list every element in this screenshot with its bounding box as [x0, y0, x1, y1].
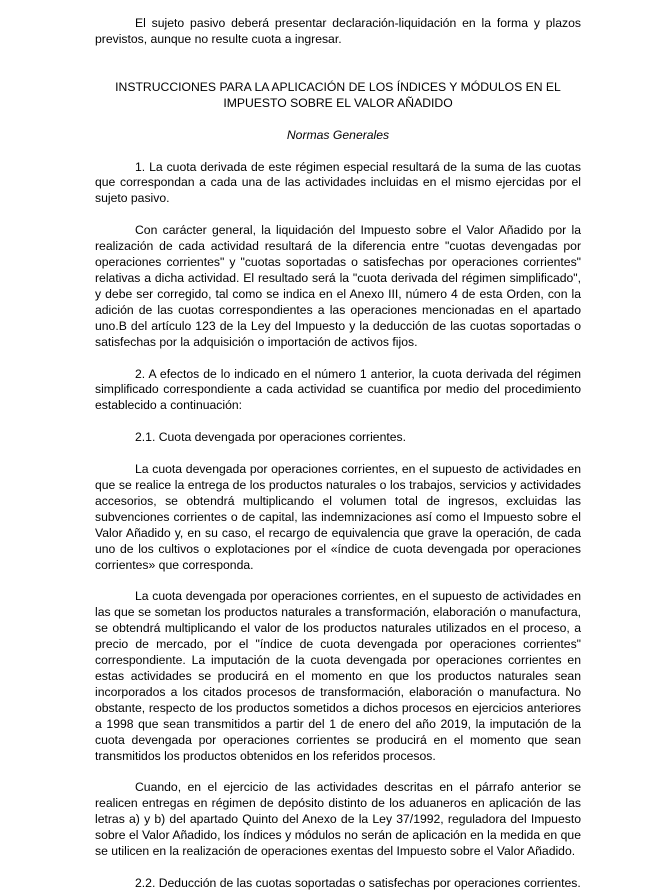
- section-subtitle: Normas Generales: [286, 127, 390, 142]
- document-page: [95, 16, 581, 892]
- paragraph-2: Con carácter general, la liquidación del Impuesto sobre el Valor Añadido por la realización de cada actividad resultará de la diferencia entre "cuotas devengadas por operaciones corrientes" y "cuotas soportadas o satisfechas por operaciones corrientes" relativas a dicha actividad. El resultado será la "cuota derivada del régimen simplificado", y debe ser corregido, tal como se indica en el Anexo III, número 4 de esta Orden, con la adición de las cuotas correspondientes a las operaciones mencionadas en el apartado uno.B del artículo 123 de la Ley del Impuesto y la deducción de las cuotas soportadas o satisfechas por la adquisición o importación de activos fijos.: [95, 223, 581, 349]
- section-title: INSTRUCCIONES PARA LA APLICACIÓN DE LOS ÍNDICES Y MÓDULOS EN EL IMPUESTO SOBRE EL VALOR AÑADIDO: [115, 79, 561, 110]
- heading-2-1: 2.1. Cuota devengada por operaciones corrientes.: [135, 430, 407, 445]
- intro-paragraph: El sujeto pasivo deberá presentar declaración-liquidación en la forma y plazos previstos, aunque no resulte cuota a ingresar.: [95, 16, 581, 46]
- paragraph-3: 2. A efectos de lo indicado en el número 1 anterior, la cuota derivada del régimen simplificado correspondiente a cada actividad se cuantifica por medio del procedimiento establecido a continuación:: [95, 366, 581, 413]
- paragraph-6: Cuando, en el ejercicio de las actividades descritas en el párrafo anterior se realicen entregas en régimen de depósito distinto de los aduaneros en aplicación de las letras a) y b) del apartado Quinto del Anexo de la Ley 37/1992, reguladora del Impuesto sobre el Valor Añadido, los índices y módulos no serán de aplicación en la medida en que se utilicen en la realización de operaciones exentas del Impuesto sobre el Valor Añadido.: [95, 780, 581, 859]
- paragraph-1: 1. La cuota derivada de este régimen especial resultará de la suma de las cuotas que correspondan a cada una de las actividades incluidas en el mismo ejercidas por el sujeto pasivo.: [95, 159, 581, 206]
- paragraph-4: La cuota devengada por operaciones corrientes, en el supuesto de actividades en que se realice la entrega de los productos naturales o los trabajos, servicios y actividades accesorios, se obtendrá multiplicando el volumen total de ingresos, excluidas las subvenciones corrientes o de capital, las indemnizaciones así como el Impuesto sobre el Valor Añadido y, en su caso, el recargo de equivalencia que grave la operación, de cada uno de los cultivos o explotaciones por el «índice de cuota devengada por operaciones corrientes» que corresponda.: [95, 462, 581, 572]
- heading-2-2: 2.2. Deducción de las cuotas soportadas o satisfechas por operaciones corrientes.: [135, 875, 581, 890]
- paragraph-5: La cuota devengada por operaciones corrientes, en el supuesto de actividades en las que se sometan los productos naturales a transformación, elaboración o manufactura, se obtendrá multiplicando el valor de los productos naturales utilizados en el proceso, a precio de mercado, por el "índice de cuota devengada por operaciones corrientes" correspondiente. La imputación de la cuota devengada por operaciones corrientes en estas actividades se producirá en el momento en que los productos naturales sean incorporados a los citados procesos de transformación, elaboración o manufactura. No obstante, respecto de los productos sometidos a dichos procesos en ejercicios anteriores a 1998 que sean transmitidos a partir del 1 de enero del año 2019, la imputación de la cuota devengada por operaciones corrientes se producirá en el momento que sean transmitidos los productos obtenidos en los referidos procesos.: [95, 589, 581, 763]
